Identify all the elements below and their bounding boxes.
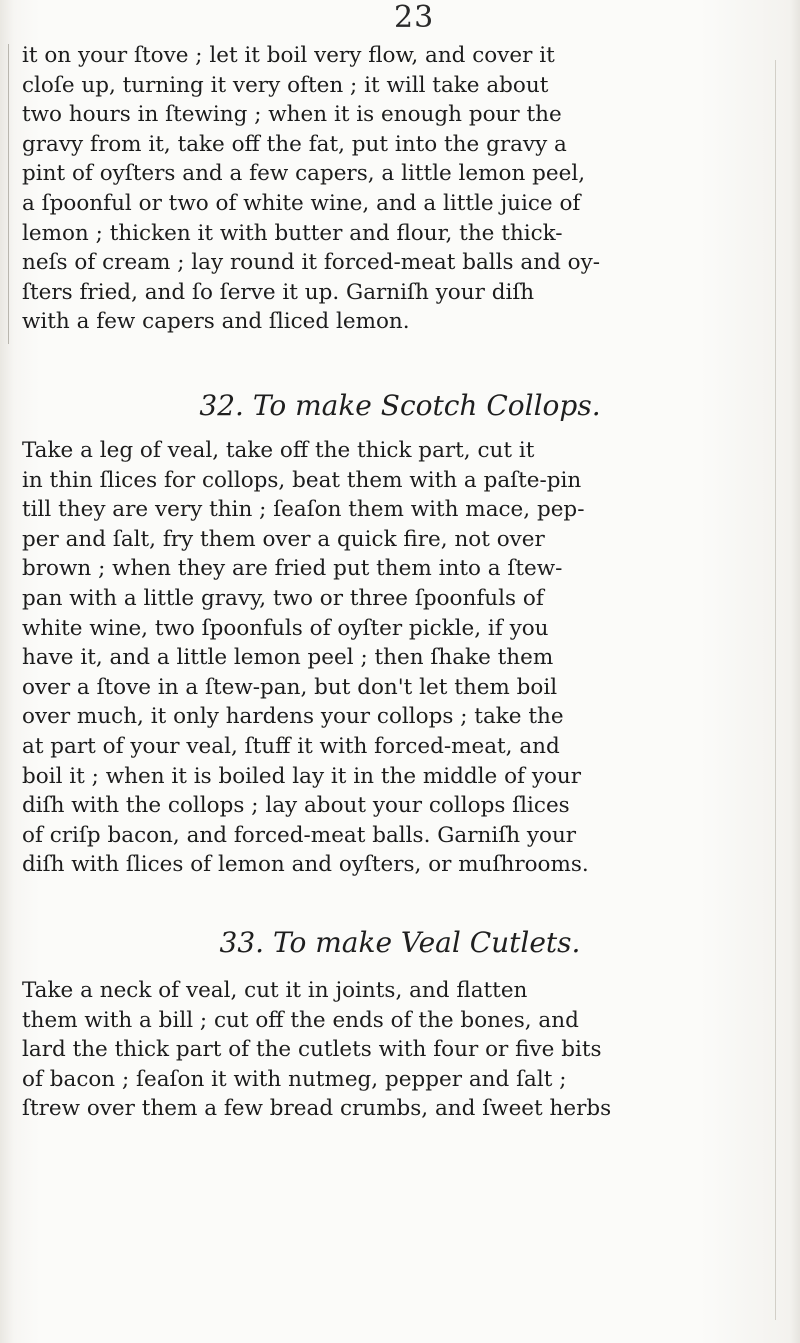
text-line: two hours in ſtewing ; when it is enough pour the	[22, 102, 562, 128]
text-line: at part of your veal, ſtuff it with forced-meat, and	[22, 733, 560, 759]
text-line: in thin ſlices for collops, beat them with a paſte-pin	[22, 467, 582, 493]
text-line: over much, it only hardens your collops ; take the	[22, 704, 564, 730]
text-line: diſh with the collops ; lay about your collops ſlices	[22, 793, 570, 819]
text-line: over a ſtove in a ſtew-pan, but don't let them boil	[22, 674, 558, 700]
text-line: them with a bill ; cut off the ends of the bones, and	[22, 1007, 579, 1033]
text-line: Take a leg of veal, take off the thick part, cut it	[22, 438, 535, 463]
recipe-33-heading: 33. To make Veal Cutlets.	[219, 926, 581, 959]
text-line: pint of oyſters and a few capers, a little lemon peel,	[22, 161, 586, 187]
recipe-33-paragraph	[22, 976, 774, 1124]
text-line: Take a neck of veal, cut it in joints, and flatten	[22, 978, 528, 1003]
text-line: a ſpoonful or two of white wine, and a little juice of	[22, 190, 581, 216]
text-line: boil it ; when it is boiled lay it in the middle of your	[22, 763, 582, 789]
recipe-32-heading: 32. To make Scotch Collops.	[199, 389, 601, 422]
text-line: cloſe up, turning it very often ; it will take about	[22, 72, 549, 98]
text-line: lemon ; thicken it with butter and flour, the thick-	[22, 220, 563, 246]
page-number: 23	[394, 0, 435, 35]
intro-paragraph	[22, 41, 774, 337]
text-line: neſs of cream ; lay round it forced-meat balls and oy-	[22, 250, 601, 276]
text-line: of bacon ; ſeaſon it with nutmeg, pepper and ſalt ;	[22, 1066, 567, 1092]
text-line: lard the thick part of the cutlets with four or five bits	[22, 1037, 602, 1063]
text-line: brown ; when they are fried put them into a ſtew-	[22, 556, 563, 582]
text-line: till they are very thin ; ſeaſon them with mace, pep-	[22, 497, 585, 523]
text-line: ſters fried, and ſo ſerve it up. Garniſh your diſh	[22, 279, 535, 305]
text-line: white wine, two ſpoonfuls of oyſter pickle, if you	[22, 615, 549, 641]
text-line: ſtrew over them a few bread crumbs, and ſweet herbs	[22, 1096, 612, 1122]
recipe-32-paragraph	[22, 436, 774, 880]
text-line: it on your ſtove ; let it boil very flow, and cover it	[22, 43, 555, 68]
left-margin-rule	[8, 44, 9, 344]
text-line: pan with a little gravy, two or three ſpoonfuls of	[22, 585, 544, 611]
text-line: diſh with ſlices of lemon and oyſters, or muſhrooms.	[22, 852, 589, 878]
text-line: gravy from it, take off the fat, put into the gravy a	[22, 131, 567, 157]
text-line: with a few capers and ſliced lemon.	[22, 309, 410, 335]
text-line: have it, and a little lemon peel ; then ſhake them	[22, 645, 554, 671]
text-line: per and ſalt, fry them over a quick fire, not over	[22, 526, 545, 552]
right-page-edge	[775, 60, 776, 1320]
text-line: of criſp bacon, and forced-meat balls. Garniſh your	[22, 822, 577, 848]
